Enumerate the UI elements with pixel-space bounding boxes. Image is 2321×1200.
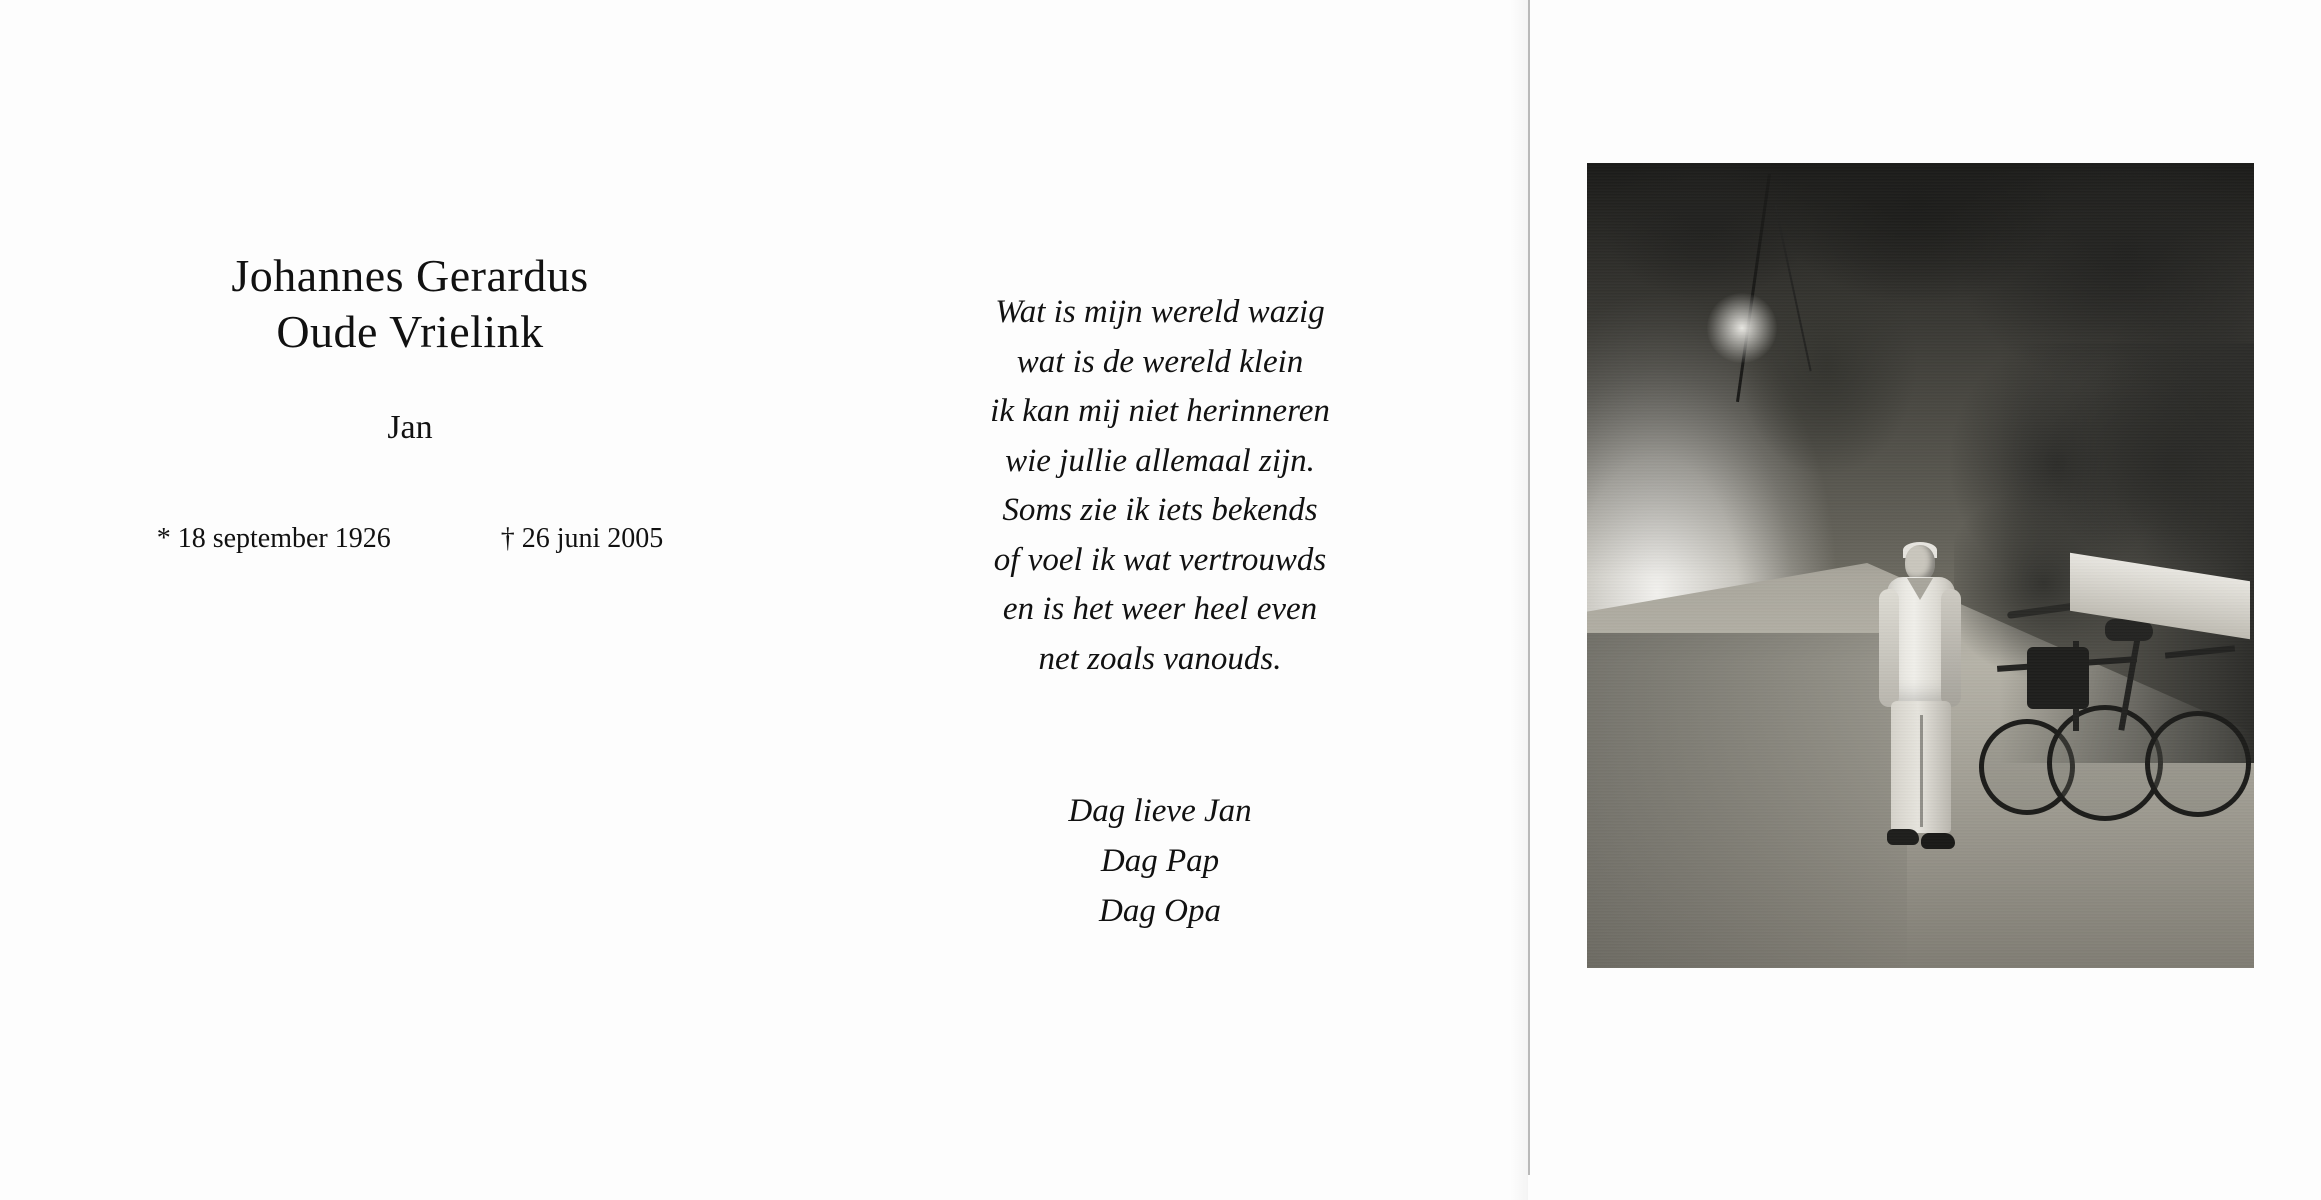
photo-leaf-cluster: [1707, 293, 1777, 363]
photo-path-shadow: [1587, 633, 1907, 968]
life-dates-row: [60, 523, 760, 555]
photo-content: [1587, 163, 2254, 968]
photo-man-leg-seam: [1920, 715, 1923, 827]
death-date: † 26 juni 2005: [500, 523, 664, 555]
photo-bicycle-frame: [2165, 645, 2235, 658]
page-fold-shadow: [1510, 0, 1528, 1200]
poem-panel: [880, 288, 1440, 936]
farewell-line: Dag lieve Jan: [1068, 793, 1252, 829]
birth-date: * 18 september 1926: [156, 523, 391, 555]
photo-man-figure: [1877, 545, 1969, 865]
photo-bicycle-pannier: [2027, 647, 2089, 709]
deceased-details-panel: [60, 250, 760, 555]
poem-line: ik kan mij niet herinneren: [990, 393, 1330, 429]
photo-bicycle-handlebar: [2007, 602, 2079, 619]
photo-bicycles: [1977, 601, 2247, 861]
deceased-nickname: Jan: [387, 409, 433, 447]
deceased-surname: Oude Vrielink: [276, 305, 544, 357]
photo-man-head: [1905, 545, 1935, 581]
poem-line: wie jullie allemaal zijn.: [1005, 442, 1315, 479]
farewell-line: Dag Opa: [1099, 893, 1221, 930]
poem-line: of voel ik wat vertrouwds: [993, 541, 1327, 578]
poem-line: Soms zie ik iets bekends: [1002, 492, 1318, 528]
farewell-block: [880, 786, 1440, 936]
deceased-first-names: Johannes Gerardus: [231, 250, 589, 301]
poem-line: net zoals vanouds.: [1038, 640, 1282, 677]
photo-man-arm-left: [1879, 589, 1899, 707]
farewell-line: Dag Pap: [1100, 843, 1220, 880]
photo-bicycle-wheel: [2145, 711, 2251, 817]
photo-man-arm-right: [1941, 589, 1961, 707]
page-fold-line: [1528, 0, 1530, 1175]
poem-line: wat is de wereld klein: [1016, 343, 1304, 380]
memorial-photo: [1587, 163, 2254, 968]
poem-line: Wat is mijn wereld wazig: [995, 294, 1325, 330]
poem-line: en is het weer heel even: [1002, 591, 1318, 627]
photo-man-shoe-left: [1887, 829, 1919, 845]
photo-man-shoe-right: [1921, 833, 1955, 849]
